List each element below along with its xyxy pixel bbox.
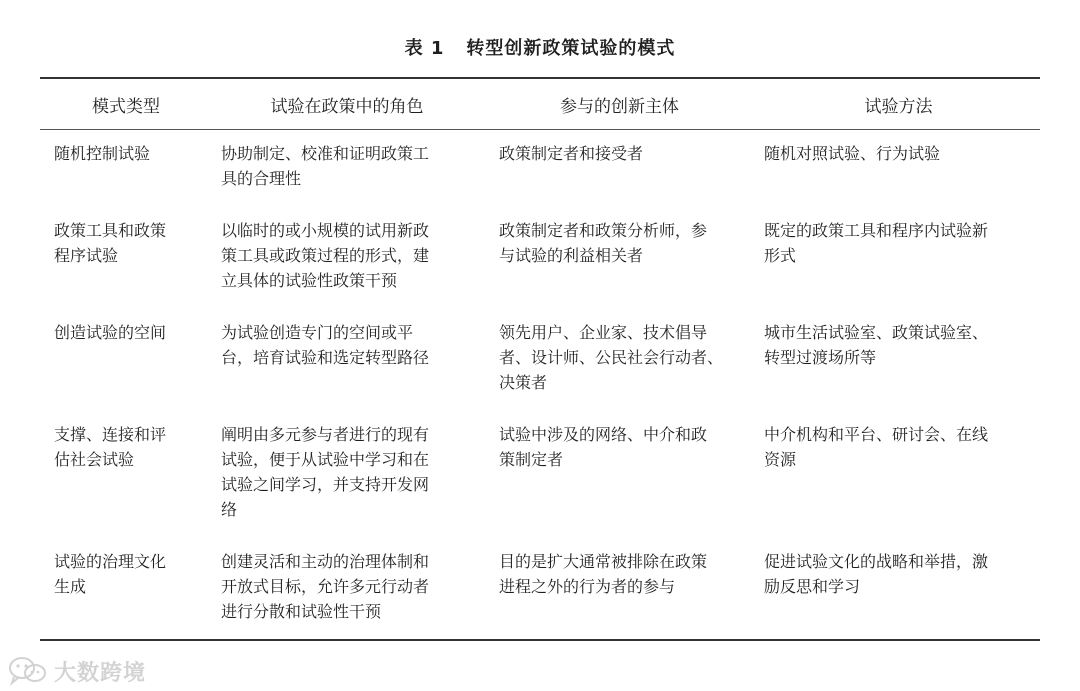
table-top-rule bbox=[40, 77, 1040, 79]
cell-experiment-method: 城市生活试验室、政策试验室、 转型过渡场所等 bbox=[764, 323, 989, 367]
cell-mode-type: 政策工具和政策 程序试验 bbox=[54, 221, 167, 265]
cell-policy-role: 为试验创造专门的空间或平 台，培育试验和选定转型路径 bbox=[221, 323, 430, 367]
cell-innovation-actors: 领先用户、企业家、技术倡导 者、设计师、公民社会行动者、 决策者 bbox=[499, 323, 724, 392]
table-bottom-rule bbox=[40, 639, 1040, 641]
table-title: 转型创新政策试验的模式 bbox=[466, 38, 676, 59]
cell-innovation-actors: 政策制定者和接受者 bbox=[499, 144, 644, 163]
watermark bbox=[8, 655, 146, 687]
table-number: 表 1 bbox=[404, 38, 445, 59]
cell-experiment-method: 既定的政策工具和程序内试验新 形式 bbox=[764, 221, 989, 265]
cell-policy-role: 以临时的或小规模的试用新政 策工具或政策过程的形式，建 立具体的试验性政策干预 bbox=[221, 221, 430, 290]
header-experiment-method: 试验方法 bbox=[864, 97, 933, 117]
cell-experiment-method: 中介机构和平台、研讨会、在线 资源 bbox=[764, 425, 989, 469]
cell-mode-type: 支撑、连接和评 估社会试验 bbox=[54, 425, 167, 469]
header-policy-role: 试验在政策中的角色 bbox=[270, 97, 424, 117]
table-caption bbox=[0, 34, 1080, 60]
cell-experiment-method: 随机对照试验、行为试验 bbox=[764, 144, 941, 163]
cell-mode-type: 随机控制试验 bbox=[54, 144, 151, 163]
cell-mode-type: 试验的治理文化 生成 bbox=[54, 552, 167, 596]
table-header-row bbox=[40, 92, 1040, 118]
cell-innovation-actors: 目的是扩大通常被排除在政策 进程之外的行为者的参与 bbox=[499, 552, 708, 596]
cell-innovation-actors: 试验中涉及的网络、中介和政 策制定者 bbox=[499, 425, 708, 469]
cell-policy-role: 创建灵活和主动的治理体制和 开放式目标，允许多元行动者 进行分散和试验性干预 bbox=[221, 552, 430, 621]
cell-mode-type: 创造试验的空间 bbox=[54, 323, 167, 342]
cell-policy-role: 阐明由多元参与者进行的现有 试验，便于从试验中学习和在 试验之间学习，并支持开发网 络 bbox=[221, 425, 430, 519]
wechat-logo-icon bbox=[8, 656, 48, 686]
header-innovation-actors: 参与的创新主体 bbox=[560, 97, 679, 117]
cell-experiment-method: 促进试验文化的战略和举措，激 励反思和学习 bbox=[764, 552, 989, 596]
watermark-text: 大数跨境 bbox=[54, 660, 147, 686]
cell-policy-role: 协助制定、校准和证明政策工 具的合理性 bbox=[221, 144, 430, 188]
table-header-rule bbox=[40, 129, 1040, 130]
cell-innovation-actors: 政策制定者和政策分析师，参 与试验的利益相关者 bbox=[499, 221, 708, 265]
header-mode-type: 模式类型 bbox=[92, 97, 160, 117]
